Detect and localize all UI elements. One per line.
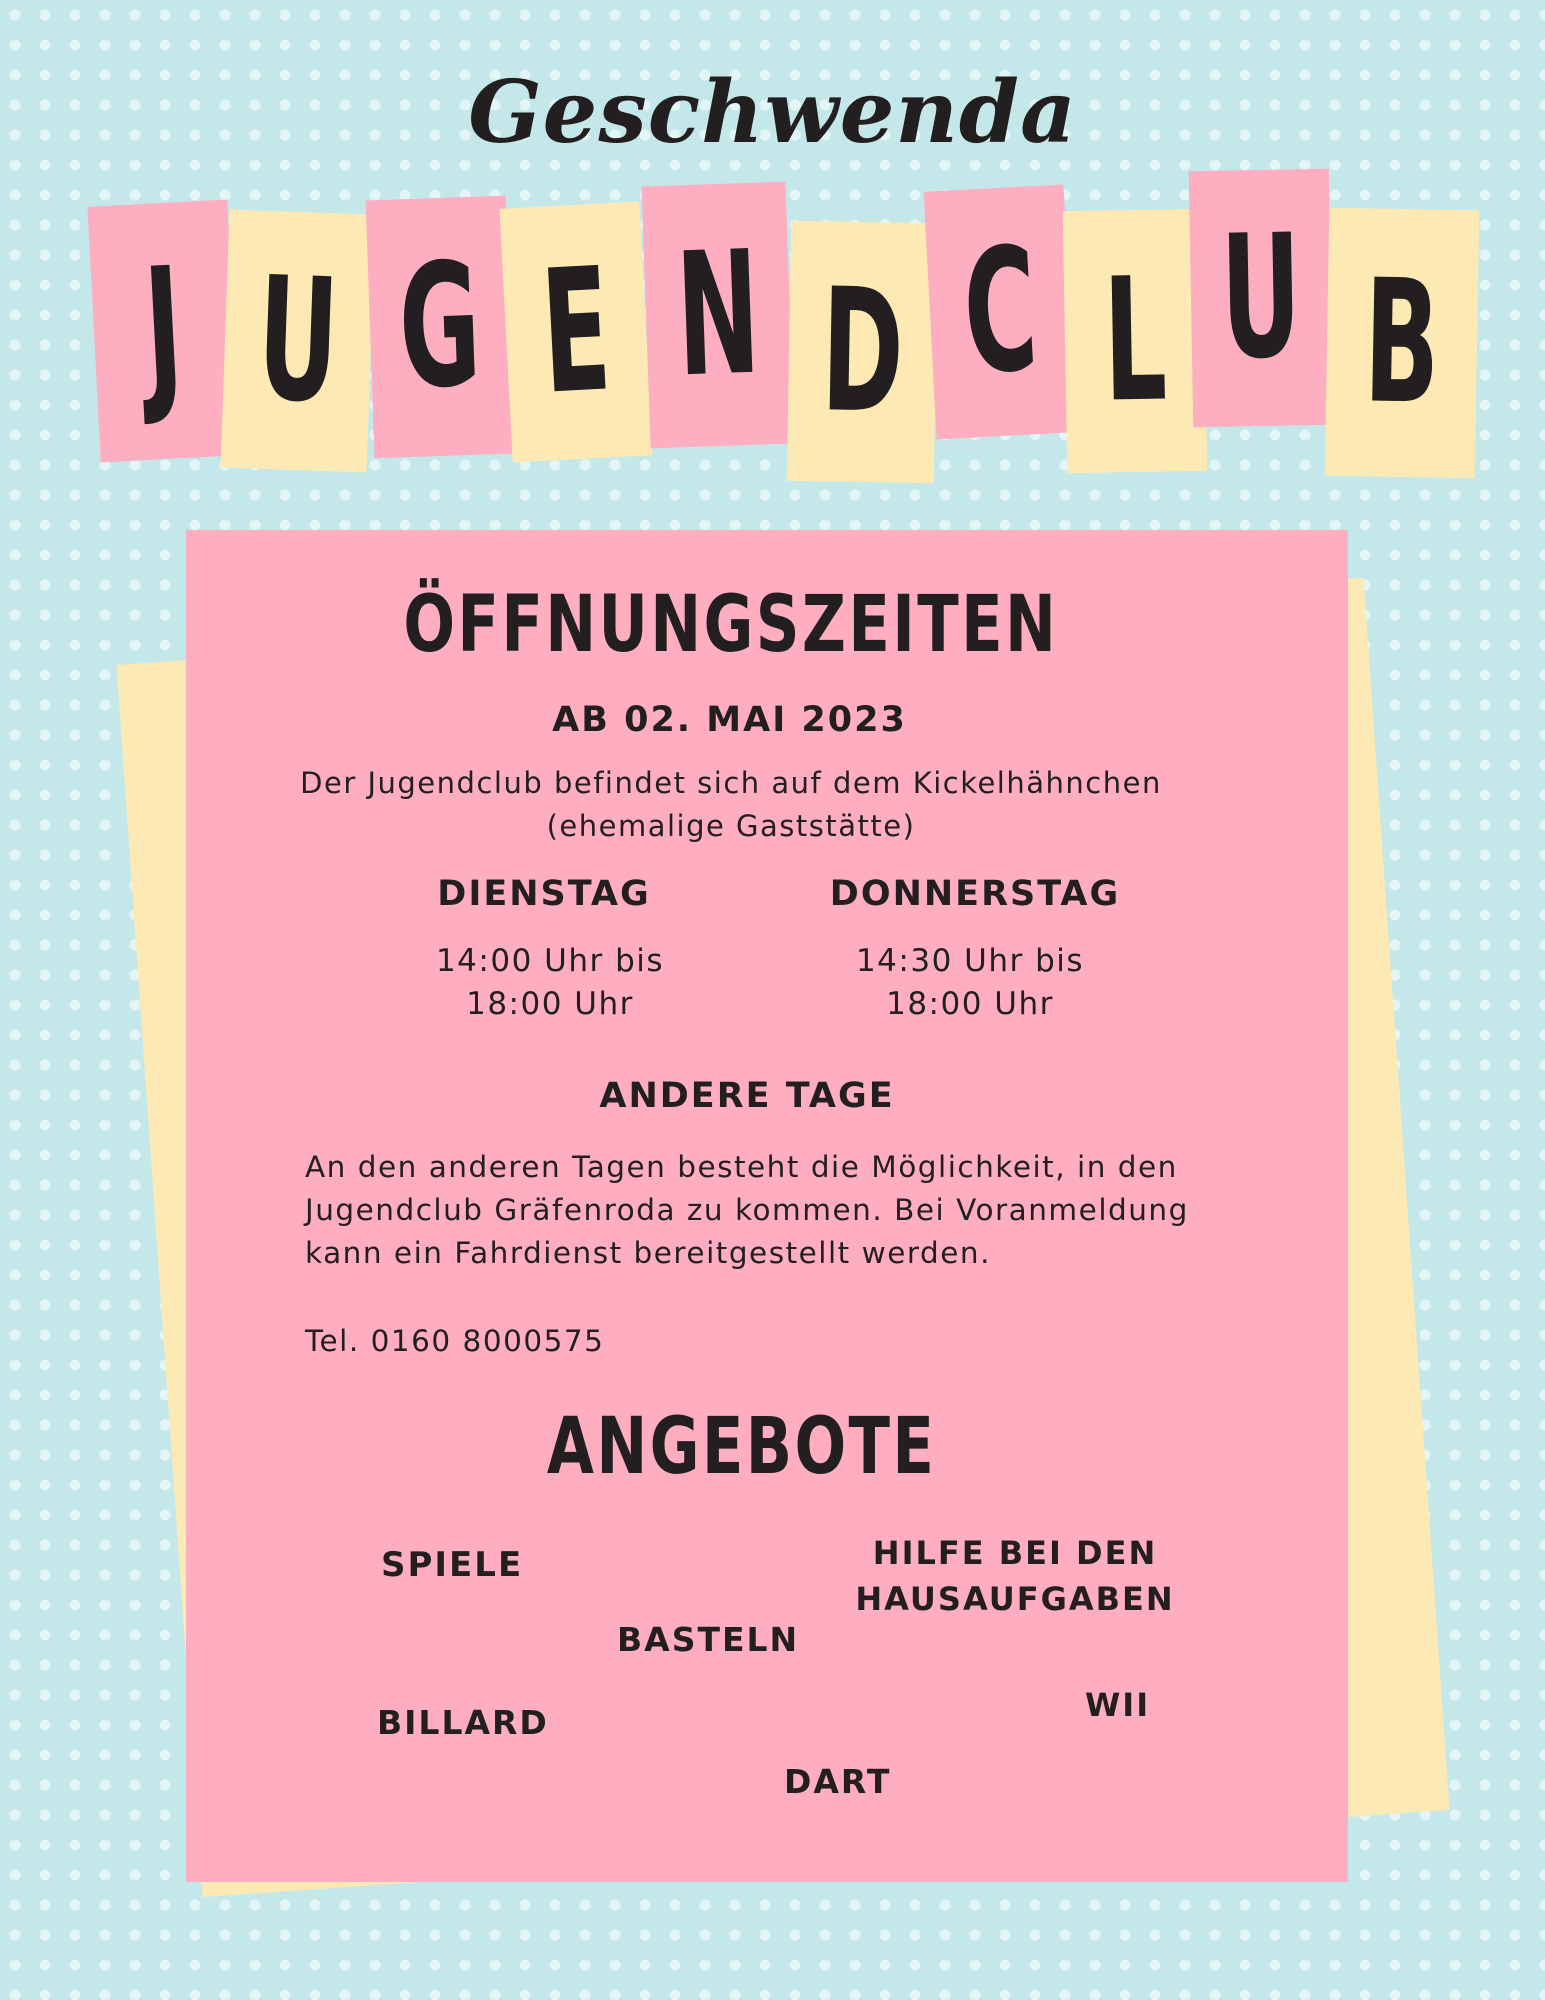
location-line-2: (ehemalige Gaststätte) <box>546 809 916 843</box>
title-tile-b: B <box>1325 208 1480 479</box>
day-thursday-hours <box>820 940 1120 1026</box>
tuesday-hours-line-1: 14:00 Uhr bis <box>435 943 665 979</box>
other-days-line-3: kann ein Fahrdienst bereitgestellt werden. <box>305 1236 991 1270</box>
brand-script-title: Geschwenda <box>468 62 1077 163</box>
title-tile-u: U <box>221 210 376 473</box>
title-tile-g: G <box>366 196 515 459</box>
offers-title: ANGEBOTE <box>547 1402 937 1492</box>
hours-title: ÖFFNUNGSZEITEN <box>403 580 1059 670</box>
day-tuesday-hours <box>400 940 700 1026</box>
hours-title-wrap <box>186 580 1276 670</box>
other-days-line-1: An den anderen Tagen besteht die Möglichkeit, in den <box>305 1150 1178 1184</box>
offer-spiele: SPIELE <box>381 1545 524 1585</box>
phone-number: Tel. 0160 8000575 <box>305 1324 605 1358</box>
title-tile-l: L <box>1063 209 1208 473</box>
day-tuesday-label: DIENSTAG <box>437 874 651 914</box>
start-date: AB 02. MAI 2023 <box>552 700 907 740</box>
title-tile-d: D <box>787 221 939 484</box>
title-tile-u2: U <box>1189 169 1333 427</box>
tuesday-hours-line-2: 18:00 Uhr <box>466 986 634 1022</box>
thursday-hours-line-2: 18:00 Uhr <box>886 986 1054 1022</box>
title-tile-c: C <box>924 185 1077 440</box>
title-tile-e: E <box>499 202 652 463</box>
thursday-hours-line-1: 14:30 Uhr bis <box>855 943 1085 979</box>
offer-billard: BILLARD <box>377 1703 549 1742</box>
location-line-1: Der Jugendclub befindet sich auf dem Kickelhähnchen <box>300 766 1162 800</box>
other-days-title: ANDERE TAGE <box>599 1076 895 1116</box>
offer-wii: WII <box>1085 1686 1151 1724</box>
day-thursday-label: DONNERSTAG <box>829 874 1121 914</box>
offer-basteln: BASTELN <box>617 1620 800 1659</box>
other-days-text <box>305 1146 1265 1275</box>
offer-dart: DART <box>784 1762 892 1801</box>
offer-hilfe <box>850 1530 1180 1622</box>
other-days-line-2: Jugendclub Gräfenroda zu kommen. Bei Voranmeldung <box>305 1193 1189 1227</box>
offer-hilfe-line-1: HILFE BEI DEN <box>872 1534 1158 1572</box>
location-note <box>186 762 1276 848</box>
title-tile-n: N <box>641 182 794 449</box>
offers-title-wrap <box>186 1402 1298 1492</box>
offer-hilfe-line-2: HAUSAUFGABEN <box>855 1580 1175 1618</box>
title-tile-j: J <box>87 200 240 463</box>
